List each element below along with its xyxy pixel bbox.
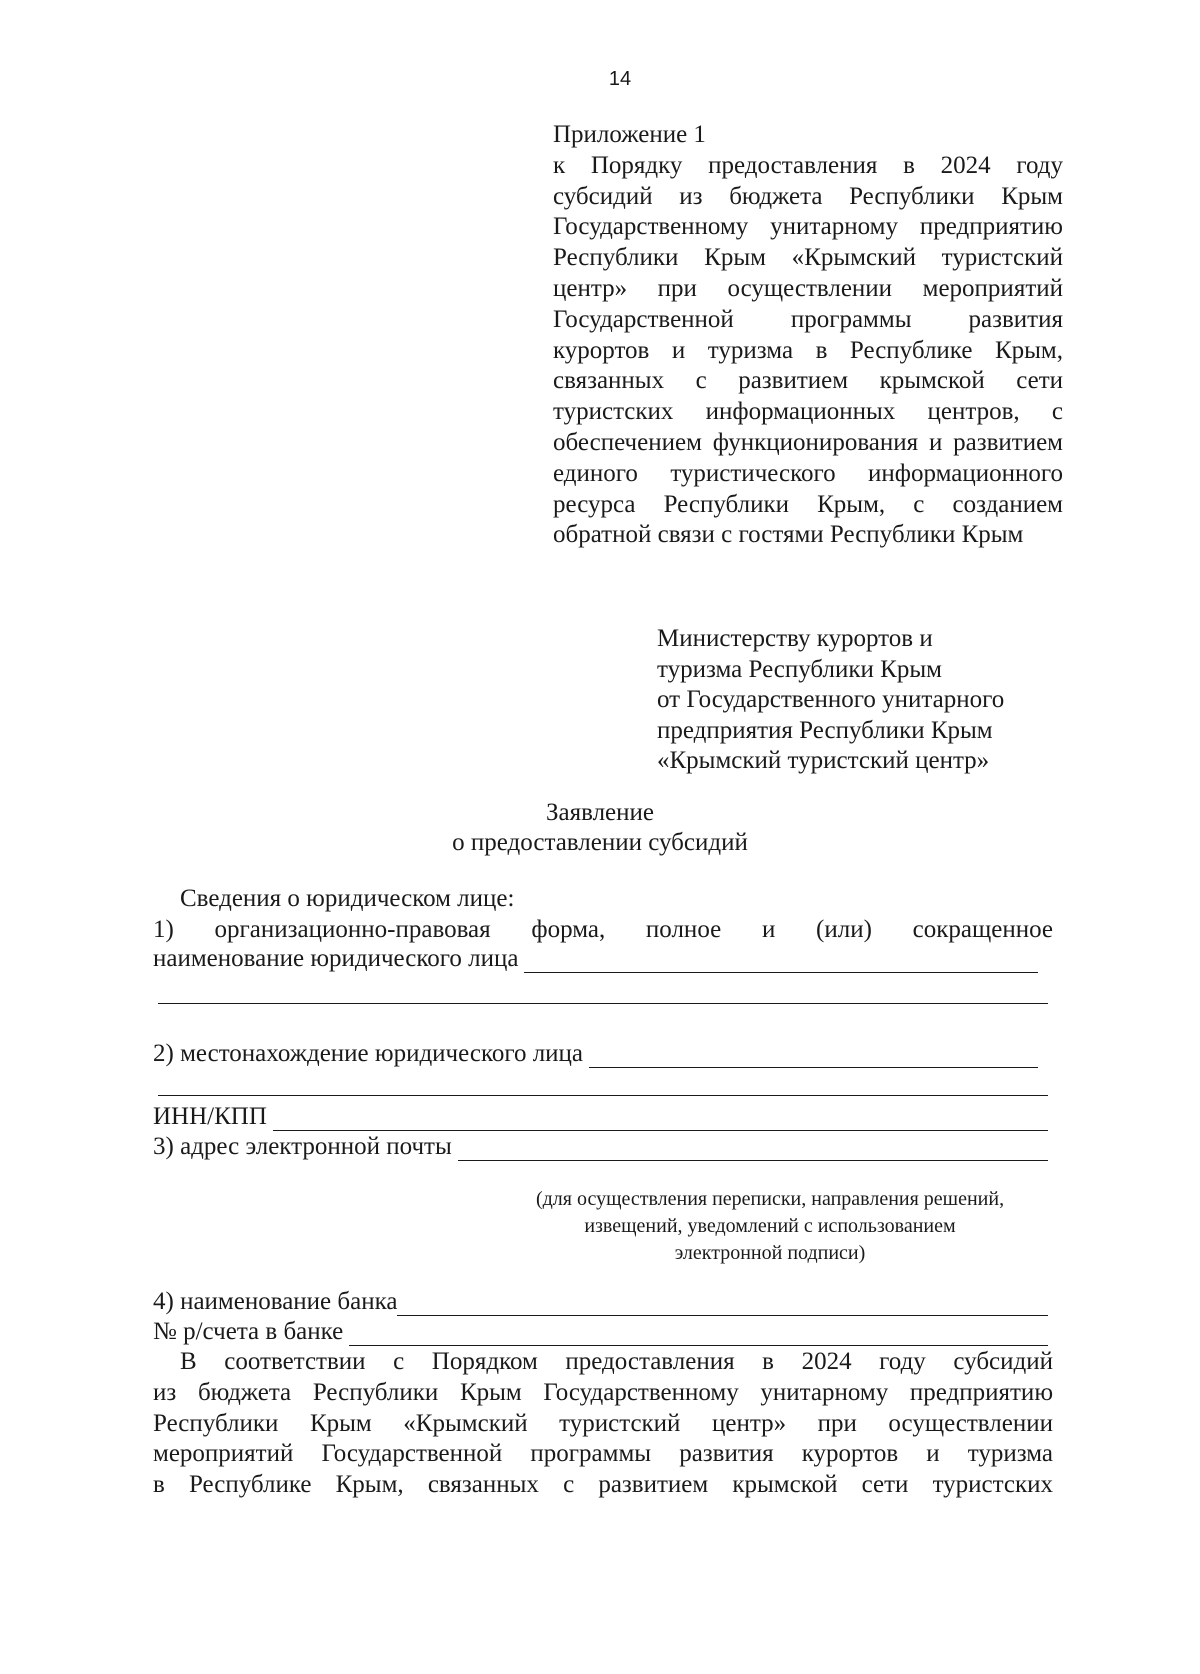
- form-item-1-row: [153, 945, 1038, 973]
- form-item-1-label: 1) организационно-правовая форма, полное и (или) сокращенное: [153, 916, 1053, 943]
- email-field[interactable]: [458, 1136, 1048, 1161]
- inn-kpp-row: [153, 1103, 1048, 1131]
- page-number: 14: [608, 68, 632, 90]
- email-field-note: [480, 1186, 1060, 1267]
- form-item-2-label: 2) местонахождение юридического лица: [153, 1040, 584, 1067]
- paragraph-line: в Республике Крым, связанных с развитием крымской сети туристских: [153, 1471, 1053, 1499]
- appendix-header: [553, 120, 1063, 551]
- appendix-body: к Порядку предоставления в 2024 году субсидий из бюджета Республики Крым Государственному унитарному предприятию Республики Крым «Крымский туристский центр» при осуществлении мероприятий Государственной программы развития курортов и туризма в Республике Крым, связанных с развитием крымской сети туристских информационных центров, с обеспечением функционирования и развитием единого туристического информационного ресурса Республики Крым, с созданием обратной связи с гостями Республики Крым: [553, 151, 1063, 549]
- form-intro: Сведения о юридическом лице:: [180, 885, 515, 912]
- legal-entity-name-field-extra[interactable]: [158, 1003, 1048, 1004]
- account-row: [153, 1318, 1048, 1346]
- addressee-block: [657, 624, 1077, 777]
- inn-kpp-label: ИНН/КПП: [153, 1103, 267, 1130]
- form-item-2-row: [153, 1040, 1038, 1068]
- form-item-1-label-cont: наименование юридического лица: [153, 945, 519, 972]
- note-line: электронной подписи): [674, 1242, 866, 1264]
- form-item-4-row: [153, 1288, 1048, 1316]
- legal-address-field[interactable]: [589, 1043, 1038, 1068]
- legal-entity-name-field[interactable]: [524, 948, 1038, 973]
- form-item-3-row: [153, 1133, 1048, 1161]
- paragraph-line: В соответствии с Порядком предоставления в 2024 году субсидий: [180, 1348, 1053, 1375]
- paragraph-line: из бюджета Республики Крым Государственному унитарному предприятию: [153, 1378, 1053, 1406]
- account-number-field[interactable]: [349, 1321, 1048, 1346]
- addressee-line: предприятия Республики Крым: [657, 716, 993, 744]
- paragraph-line: Республики Крым «Крымский туристский центр» при осуществлении: [153, 1409, 1053, 1437]
- note-line: извещений, уведомлений с использованием: [584, 1215, 956, 1237]
- bank-name-field[interactable]: [397, 1291, 1048, 1316]
- addressee-line: туризма Республики Крым: [657, 655, 942, 683]
- form-item-3-label: 3) адрес электронной почты: [153, 1133, 452, 1160]
- appendix-title: Приложение 1: [553, 121, 706, 148]
- note-line: (для осуществления переписки, направления решений,: [535, 1188, 1005, 1210]
- legal-address-field-extra[interactable]: [158, 1095, 1048, 1096]
- document-subtitle: о предоставлении субсидий: [452, 829, 748, 856]
- form-item-4-label: 4) наименование банка: [153, 1288, 398, 1315]
- body-paragraph: [153, 1347, 1053, 1501]
- addressee-line: «Крымский туристский центр»: [657, 747, 990, 774]
- addressee-line: от Государственного унитарного: [657, 686, 1005, 713]
- addressee-line: Министерству курортов и: [657, 625, 933, 652]
- account-label: № р/счета в банке: [153, 1318, 344, 1345]
- paragraph-line: мероприятий Государственной программы развития курортов и туризма: [153, 1440, 1053, 1468]
- document-title: Заявление: [545, 799, 655, 826]
- inn-kpp-field[interactable]: [273, 1106, 1048, 1131]
